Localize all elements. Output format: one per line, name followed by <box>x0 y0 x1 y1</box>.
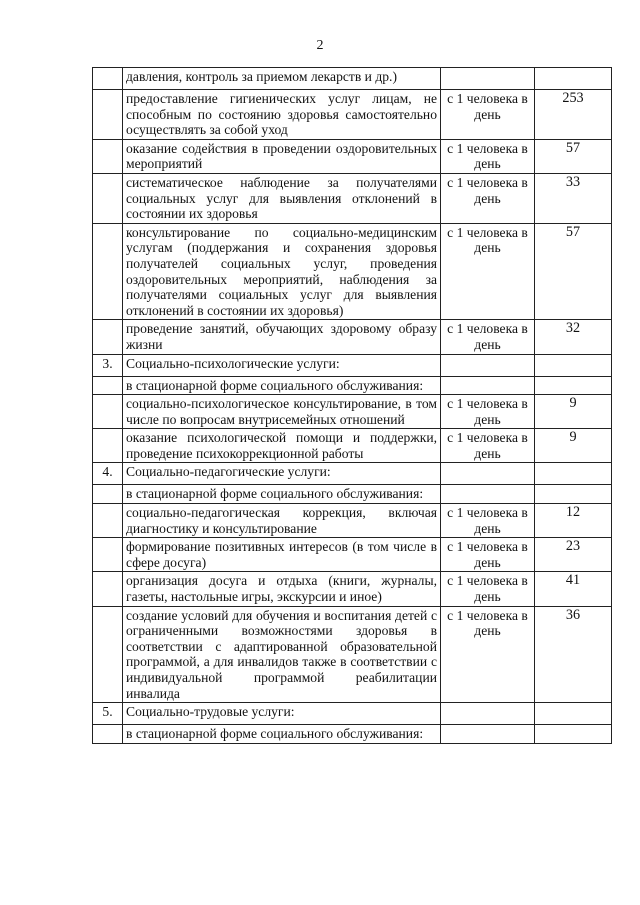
service-name: социально-психологическое консультирование, в том числе по вопросам внутрисемейных отношений <box>123 395 441 429</box>
service-value: 36 <box>535 606 612 703</box>
table-row <box>93 395 612 429</box>
service-name: оказание психологической помощи и поддержки, проведение психокоррекционной работы <box>123 429 441 463</box>
service-unit: с 1 человека в день <box>441 429 535 463</box>
service-value <box>535 463 612 485</box>
service-value <box>535 725 612 744</box>
table-row <box>93 725 612 744</box>
section-title: Социально-трудовые услуги: <box>123 703 441 725</box>
row-number <box>93 485 123 504</box>
table-row <box>93 139 612 173</box>
row-number: 4. <box>93 463 123 485</box>
row-number <box>93 320 123 354</box>
service-value: 41 <box>535 572 612 606</box>
row-number <box>93 223 123 320</box>
subsection-title: в стационарной форме социального обслуживания: <box>123 376 441 395</box>
service-unit <box>441 485 535 504</box>
table-row <box>93 376 612 395</box>
service-value <box>535 68 612 90</box>
service-unit: с 1 человека в день <box>441 90 535 140</box>
service-name: оказание содействия в проведении оздоровительных мероприятий <box>123 139 441 173</box>
subsection-title: в стационарной форме социального обслуживания: <box>123 725 441 744</box>
service-name: давления, контроль за приемом лекарств и др.) <box>123 68 441 90</box>
service-name: организация досуга и отдыха (книги, журналы, газеты, настольные игры, экскурсии и иное) <box>123 572 441 606</box>
service-unit: с 1 человека в день <box>441 572 535 606</box>
table-row <box>93 485 612 504</box>
service-unit: с 1 человека в день <box>441 320 535 354</box>
service-name: систематическое наблюдение за получателями социальных услуг для выявления отклонений в состоянии их здоровья <box>123 173 441 223</box>
service-unit <box>441 725 535 744</box>
service-value: 57 <box>535 139 612 173</box>
service-value: 9 <box>535 395 612 429</box>
row-number <box>93 395 123 429</box>
row-number: 3. <box>93 354 123 376</box>
row-number <box>93 139 123 173</box>
row-number <box>93 173 123 223</box>
service-name: формирование позитивных интересов (в том числе в сфере досуга) <box>123 538 441 572</box>
service-value: 32 <box>535 320 612 354</box>
row-number <box>93 68 123 90</box>
table-row <box>93 173 612 223</box>
service-value <box>535 485 612 504</box>
service-name: создание условий для обучения и воспитания детей с ограниченными возможностями здоровья в соответствии с адаптированной образовательной программой, а для инвалидов также в соответствии с индивидуальной программой реабилитации инвалида <box>123 606 441 703</box>
table-row <box>93 429 612 463</box>
row-number <box>93 504 123 538</box>
section-row <box>93 354 612 376</box>
service-value: 253 <box>535 90 612 140</box>
table-row <box>93 68 612 90</box>
service-unit: с 1 человека в день <box>441 173 535 223</box>
service-unit: с 1 человека в день <box>441 395 535 429</box>
service-unit: с 1 человека в день <box>441 606 535 703</box>
row-number <box>93 90 123 140</box>
table-row <box>93 572 612 606</box>
row-number <box>93 572 123 606</box>
section-title: Социально-педагогические услуги: <box>123 463 441 485</box>
service-unit: с 1 человека в день <box>441 139 535 173</box>
service-unit: с 1 человека в день <box>441 538 535 572</box>
service-unit <box>441 68 535 90</box>
table-row <box>93 90 612 140</box>
table-row <box>93 538 612 572</box>
service-name: социально-педагогическая коррекция, включая диагностику и консультирование <box>123 504 441 538</box>
services-table <box>92 67 612 744</box>
table-row <box>93 320 612 354</box>
service-value: 9 <box>535 429 612 463</box>
table-row <box>93 223 612 320</box>
section-row <box>93 703 612 725</box>
page-number: 2 <box>316 38 324 53</box>
subsection-title: в стационарной форме социального обслуживания: <box>123 485 441 504</box>
row-number <box>93 376 123 395</box>
service-unit <box>441 376 535 395</box>
table-row <box>93 606 612 703</box>
service-name: предоставление гигиенических услуг лицам, не способным по состоянию здоровья самостоятельно осуществлять за собой уход <box>123 90 441 140</box>
table-row <box>93 504 612 538</box>
row-number <box>93 606 123 703</box>
service-value: 33 <box>535 173 612 223</box>
service-value <box>535 376 612 395</box>
service-unit: с 1 человека в день <box>441 223 535 320</box>
row-number <box>93 725 123 744</box>
row-number <box>93 538 123 572</box>
service-value: 23 <box>535 538 612 572</box>
row-number: 5. <box>93 703 123 725</box>
service-name: консультирование по социально-медицинским услугам (поддержания и сохранения здоровья получателей социальных услуг, проведения оздоровительных мероприятий, наблюдения за получателями социальных услуг для выявления отклонений в состоянии их здоровья) <box>123 223 441 320</box>
service-unit <box>441 354 535 376</box>
service-value <box>535 354 612 376</box>
section-row <box>93 463 612 485</box>
service-unit: с 1 человека в день <box>441 504 535 538</box>
service-value <box>535 703 612 725</box>
service-unit <box>441 463 535 485</box>
service-value: 12 <box>535 504 612 538</box>
service-unit <box>441 703 535 725</box>
row-number <box>93 429 123 463</box>
service-value: 57 <box>535 223 612 320</box>
service-name: проведение занятий, обучающих здоровому образу жизни <box>123 320 441 354</box>
section-title: Социально-психологические услуги: <box>123 354 441 376</box>
